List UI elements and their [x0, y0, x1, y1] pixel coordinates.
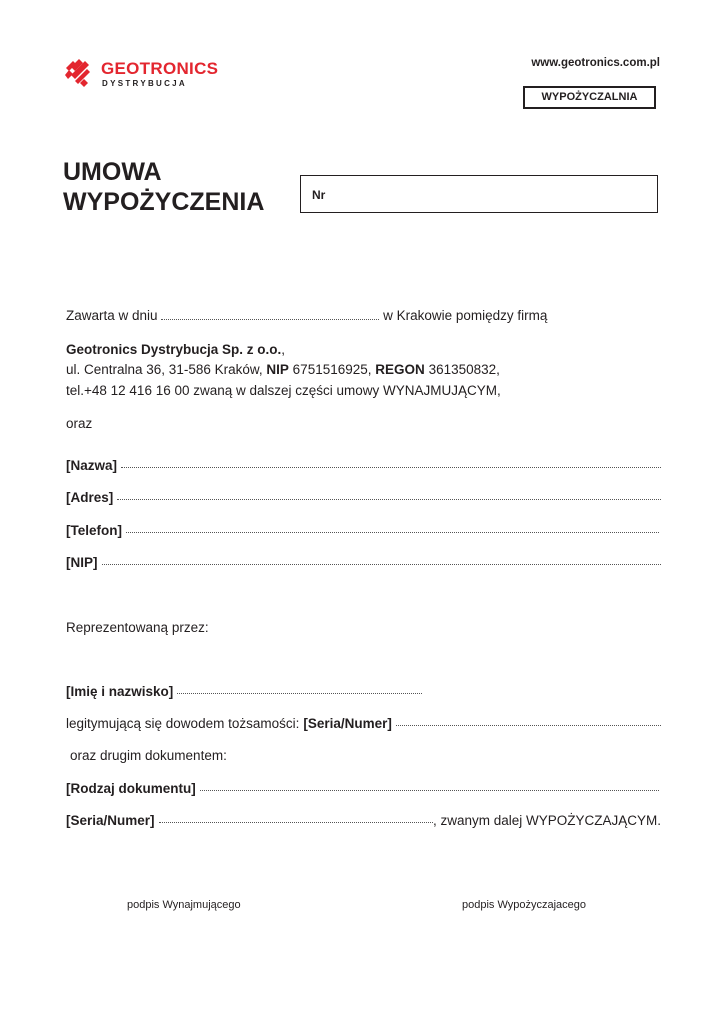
field-imie-nazwisko: [66, 684, 422, 699]
field-nazwa: [66, 458, 661, 473]
field-nazwa-blank[interactable]: [121, 466, 661, 468]
date-suffix: w Krakowie pomiędzy firmą: [383, 308, 548, 323]
contract-date-line: [66, 308, 547, 323]
field-telefon-blank[interactable]: [126, 531, 659, 533]
date-prefix: Zawarta w dniu: [66, 308, 158, 323]
field-nip: [66, 555, 661, 570]
contract-number-label: Nr: [312, 188, 326, 202]
id-seria-blank[interactable]: [396, 724, 661, 726]
field-nip-label: [NIP]: [66, 555, 98, 570]
company-comma: ,: [281, 342, 286, 357]
title-line-2: WYPOŻYCZENIA: [63, 188, 265, 216]
field-nip-blank[interactable]: [102, 563, 662, 565]
company-logo: [64, 58, 244, 92]
website-link[interactable]: www.geotronics.com.pl: [531, 57, 660, 69]
company-name: Geotronics Dystrybucja Sp. z o.o.: [66, 342, 282, 357]
rodzaj-blank[interactable]: [200, 789, 659, 791]
zwanym-text: , zwanym dalej WYPOŻYCZAJĄCYM.: [432, 813, 661, 828]
date-blank[interactable]: [161, 308, 379, 320]
logo-name: GEOTRONICS: [101, 59, 219, 78]
company-address: ul. Centralna 36, 31-586 Kraków,: [66, 362, 263, 377]
seria2-label: [Seria/Numer]: [66, 813, 155, 828]
company-phone-line: tel.+48 12 416 16 00 zwaną w dalszej części umowy WYNAJMUJĄCYM,: [66, 383, 501, 398]
second-document-text: oraz drugim dokumentem:: [70, 748, 227, 763]
field-adres-blank[interactable]: [117, 498, 661, 500]
logo-subtitle: DYSTRYBUCJA: [102, 79, 188, 88]
regon-value: 361350832,: [428, 362, 500, 377]
document-title: [63, 157, 264, 217]
company-name-line: [66, 342, 285, 357]
field-seria-numer-2: [66, 813, 661, 828]
id-seria-label: [Seria/Numer]: [303, 716, 392, 731]
field-adres-label: [Adres]: [66, 490, 114, 505]
signature-lender: podpis Wynajmującego: [127, 899, 241, 911]
field-telefon-label: [Telefon]: [66, 523, 122, 538]
field-rodzaj-dokumentu: [66, 781, 659, 796]
rodzaj-label: [Rodzaj dokumentu]: [66, 781, 196, 796]
signature-borrower: podpis Wypożyczajacego: [462, 899, 587, 911]
seria2-blank[interactable]: [159, 821, 433, 823]
field-nazwa-label: [Nazwa]: [66, 458, 118, 473]
oraz-text: oraz: [66, 416, 93, 431]
regon-label: REGON: [375, 362, 425, 377]
department-badge: WYPOŻYCZALNIA: [523, 86, 656, 109]
field-id-document: [66, 716, 661, 731]
field-imie-blank[interactable]: [177, 692, 422, 694]
nip-value: 6751516925,: [292, 362, 372, 377]
id-document-text: legitymującą się dowodem tożsamości:: [66, 716, 300, 731]
title-line-1: UMOWA: [63, 158, 162, 186]
representation-intro: Reprezentowaną przez:: [66, 620, 209, 635]
field-adres: [66, 490, 661, 505]
field-imie-label: [Imię i nazwisko]: [66, 684, 174, 699]
field-telefon: [66, 523, 659, 538]
company-address-line: [66, 362, 500, 377]
nip-label: NIP: [266, 362, 289, 377]
geotronics-logo-icon: [64, 58, 94, 88]
contract-number-field[interactable]: [300, 175, 658, 213]
